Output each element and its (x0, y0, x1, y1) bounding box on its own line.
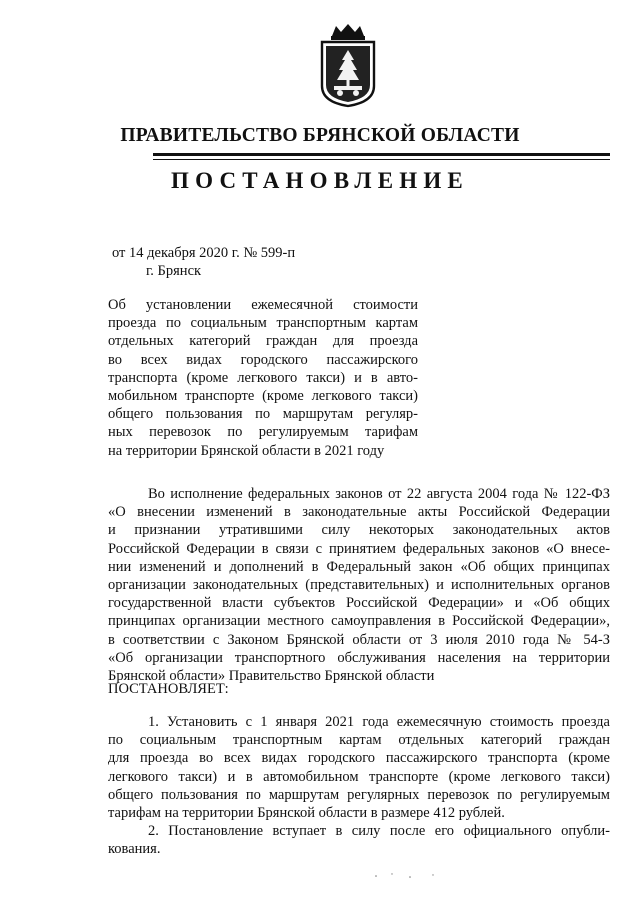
subject-line: на территории Брянской области в 2021 году (108, 442, 385, 459)
organization-title: ПРАВИТЕЛЬСТВО БРЯНСКОЙ ОБЛАСТИ (120, 125, 520, 146)
preamble-line: организации законодательных (представительных) и исполнительных органов (108, 577, 610, 594)
document-dateline: от 14 декабря 2020 г. № 599-п (112, 245, 296, 261)
document-city: г. Брянск (146, 263, 202, 279)
preamble-line: нии изменений и дополнений в Федеральный закон «Об общих принципах (108, 558, 610, 575)
subject-line: транспорта (кроме легкового такси) и в авто- (108, 369, 418, 386)
item-1-line: 1. Установить с 1 января 2021 года ежемесячную стоимость проезда (148, 714, 610, 730)
item-2-line: кования. (108, 841, 161, 858)
subject-line: отдельных категорий граждан для проезда (108, 333, 418, 350)
preamble-line: «Об организации транспортного обслуживания населения на территории (108, 649, 610, 666)
preamble-line: Во исполнение федеральных законов от 22 августа 2004 года № 122-ФЗ (148, 486, 610, 502)
header-rule-thick (153, 153, 610, 156)
preamble-line: государственной власти субъектов Российской Федерации» и «Об общих (108, 595, 610, 612)
item-2-paragraph (108, 822, 610, 858)
preamble-line: «О внесении изменений в законодательные акты Российской Федерации (108, 504, 610, 521)
item-1-line: по социальным транспортным картам отдельных категорий граждан (108, 732, 610, 749)
bryansk-coat-of-arms-icon (318, 22, 378, 108)
preamble-line: Российской Федерации в связи с принятием федеральных законов «О внесе- (108, 540, 610, 557)
subject-line: во всех видах городского пассажирского (108, 351, 418, 368)
preamble-line: Брянской области» Правительство Брянской области (108, 668, 435, 685)
preamble-paragraph (108, 485, 610, 685)
subject-line: мобильном транспорте (кроме легкового такси) (108, 388, 418, 405)
preamble-line: и признании утратившими силу некоторых законодательных актов (108, 522, 610, 539)
item-1-line: для проезда во всех видах городского пассажирского транспорта (кроме (108, 750, 610, 767)
item-1-line: легкового такси) и в автомобильном транспорте (кроме легкового такси) (108, 768, 610, 785)
item-1-line: тарифам на территории Брянской области в размере 412 рублей. (108, 805, 505, 822)
document-type-title: ПОСТАНОВЛЕНИЕ (171, 168, 469, 193)
item-2-line: 2. Постановление вступает в силу после его официального опубли- (148, 823, 610, 839)
document-subject (108, 296, 418, 460)
decree-word: ПОСТАНОВЛЯЕТ: (108, 681, 229, 697)
subject-line: общего пользования по маршрутам регуляр- (108, 406, 418, 423)
subject-line: проезда по социальным транспортным картам (108, 315, 418, 332)
subject-line: Об установлении ежемесячной стоимости (108, 297, 418, 313)
preamble-line: принципах организации местного самоуправления в Российской Федерации», (108, 613, 610, 630)
item-1-paragraph (108, 713, 610, 822)
preamble-line: в соответствии с Законом Брянской области от 3 июля 2010 года № 54-З (108, 631, 610, 648)
scan-specks (370, 870, 450, 880)
header-rule-thin (153, 159, 610, 160)
subject-line: ных перевозок по регулируемым тарифам (108, 424, 418, 441)
item-1-line: общего пользования по маршрутам регулярных перевозок по регулируемым (108, 786, 610, 803)
